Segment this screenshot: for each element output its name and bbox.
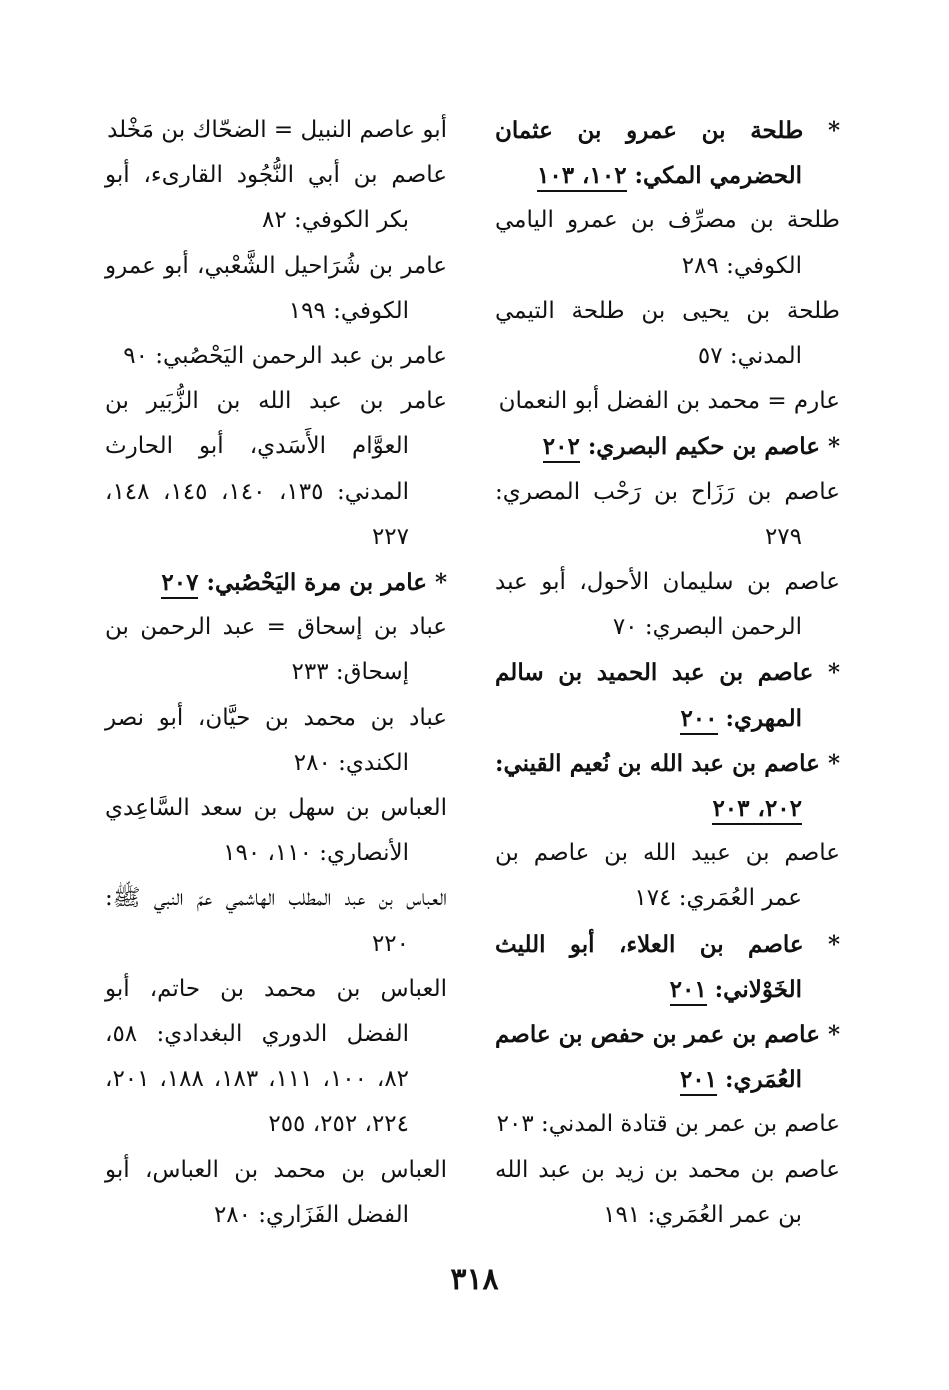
entry-pages: ٩٠ — [123, 343, 148, 370]
index-entry — [495, 198, 840, 288]
page-number: ٣١٨ — [450, 1262, 499, 1297]
entry-name: عباد بن إسحاق = عبد الرحمن بن إسحاق: — [105, 614, 447, 686]
index-entry — [495, 741, 840, 831]
entry-pages: ٢٠١ — [680, 1066, 717, 1096]
entry-pages: ٢٠٠ — [680, 705, 717, 735]
entry-pages: ٢٢٠ — [371, 930, 409, 957]
entry-pages: ٧٠ — [612, 614, 638, 641]
index-entry — [495, 1148, 840, 1238]
entry-pages: ١٩١ — [603, 1201, 641, 1228]
index-entry — [105, 334, 447, 379]
entry-name: عامر بن شُرَاحيل الشَّعْبي، أبو عمرو الكوفي: — [105, 252, 447, 324]
entry-pages: ٢٨٠ — [213, 1201, 251, 1228]
entry-name: * عاصم بن حكيم البصري: — [579, 433, 840, 461]
index-entry — [495, 831, 840, 921]
entry-pages: ١١٠، ١٩٠ — [223, 840, 312, 867]
entry-pages: ٢٠٢، ٢٠٣ — [712, 795, 802, 825]
entry-name: عاصم بن أبي النُّجُود القارىء، أبو بكر الكوفي: — [105, 162, 447, 234]
index-entry — [495, 424, 840, 469]
index-entry — [105, 605, 447, 695]
entry-pages: ٢٨٠ — [293, 749, 331, 776]
entry-pages: ٥٨، ٨٢، ١٠٠، ١١١، ١٨٣، ١٨٨، ٢٠١، ٢٢٤، ٢٥٢، ٢٥٥ — [105, 1021, 410, 1138]
index-entry — [105, 876, 447, 966]
entry-pages: ٢٧٩ — [764, 523, 802, 550]
entry-pages: ١٣٥، ١٤٠، ١٤٥، ١٤٨، ٢٢٧ — [105, 478, 409, 550]
index-entry — [105, 1148, 447, 1238]
index-entry — [495, 650, 840, 740]
entry-name: العباس بن محمد بن العباس، أبو الفضل الفَزَاري: — [105, 1156, 447, 1228]
index-entry — [105, 379, 447, 560]
index-entry — [105, 108, 447, 153]
index-entry — [495, 470, 840, 560]
index-entry — [495, 108, 840, 198]
index-entry — [495, 289, 840, 379]
index-entry — [105, 967, 447, 1148]
entry-name: عاصم بن عمر بن قتادة المدني: — [533, 1111, 840, 1138]
index-entry — [495, 1012, 840, 1102]
entry-name: أبو عاصم النبيل = الضحّاك بن مَخْلد — [107, 117, 447, 143]
entry-name: * عامر بن مرة اليَحْصُبي: — [198, 569, 447, 597]
entry-name: عاصم بن محمد بن زيد بن عبد الله بن عمر العُمَري: — [495, 1156, 840, 1228]
entry-pages: ٢٠٢ — [543, 433, 580, 463]
entry-pages: ٥٧ — [697, 343, 723, 370]
index-entry — [105, 560, 447, 605]
entry-name: * عاصم بن عبد الله بن نُعيم القيني: — [495, 749, 840, 777]
entry-name: عامر بن عبد الله بن الزُّبَير بن العوَّام الأَسَدي، أبو الحارث المدني: — [105, 388, 447, 505]
entry-pages: ٢٠١ — [670, 976, 707, 1006]
index-entry — [105, 786, 447, 876]
entry-name: عاصم بن عبيد الله بن عاصم بن عمر العُمَري: — [495, 840, 840, 912]
entry-pages: ١٠٢، ١٠٣ — [537, 162, 627, 192]
entry-name: عامر بن عبد الرحمن اليَحْصُبي: — [147, 343, 447, 370]
entry-pages: ٢٣٣ — [291, 659, 329, 686]
entry-name: * عاصم بن عبد الحميد بن سالم المهري: — [495, 659, 840, 732]
entry-name: طلحة بن مصرِّف بن عمرو اليامي الكوفي: — [495, 207, 840, 279]
entry-name: العباس بن محمد بن حاتم، أبو الفضل الدوري البغدادي: — [105, 975, 447, 1048]
entry-name: عباد بن محمد بن حيَّان، أبو نصر الكندي: — [105, 704, 447, 776]
index-entry — [495, 560, 840, 650]
index-entry — [495, 922, 840, 1012]
entry-name: عارم = محمد بن الفضل أبو النعمان — [498, 388, 840, 415]
entry-name: * عاصم بن العلاء، أبو الليث الخَوْلاني: — [495, 930, 840, 1003]
entry-pages: ١٩٩ — [288, 297, 326, 324]
entry-pages: ٨٢ — [261, 207, 287, 234]
entry-pages: ٢٠٣ — [496, 1111, 534, 1138]
entry-pages: ٢٠٧ — [161, 569, 198, 599]
entry-name: العباس بن سهل بن سعد السَّاعِدي الأنصاري: — [105, 795, 447, 867]
entry-pages: ٢٨٩ — [681, 252, 719, 279]
left-column — [105, 108, 447, 1238]
index-entry — [105, 244, 447, 334]
index-entry — [495, 379, 840, 424]
entry-pages: ١٧٤ — [634, 885, 672, 912]
index-entry — [495, 1102, 840, 1147]
entry-name: * عاصم بن عمر بن حفص بن عاصم العُمَري: — [495, 1021, 840, 1094]
entry-name: عاصم بن رَزَاح بن رَحْب المصري: — [495, 478, 840, 505]
entry-name: * طلحة بن عمرو بن عثمان الحضرمي المكي: — [495, 117, 840, 190]
entry-name: العباس بن عبد المطلب الهاشمي عمّ النبي ﷺ: — [105, 885, 447, 912]
entry-name: طلحة بن يحيى بن طلحة التيمي المدني: — [495, 297, 840, 370]
index-entry — [105, 153, 447, 243]
index-entry — [105, 696, 447, 786]
entry-name: عاصم بن سليمان الأحول، أبو عبد الرحمن البصري: — [495, 569, 840, 641]
right-column — [495, 108, 840, 1238]
